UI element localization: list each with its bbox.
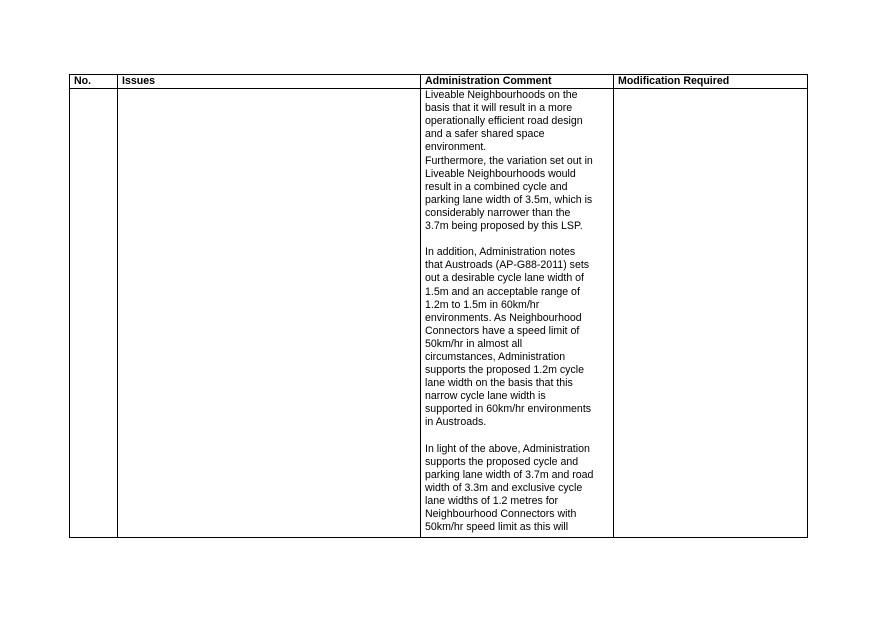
cell-no: [70, 89, 118, 538]
paragraph-gap: [425, 430, 609, 443]
header-no: No.: [70, 75, 118, 89]
header-administration-comment: Administration Comment: [421, 75, 614, 89]
header-issues: Issues: [118, 75, 421, 89]
comments-table: [69, 74, 808, 538]
paragraph-gap: [425, 233, 609, 246]
cell-administration-comment: [421, 89, 614, 538]
table-row: [70, 89, 808, 538]
cell-modification-required: [614, 89, 808, 538]
header-modification-required: Modification Required: [614, 75, 808, 89]
table-header-row: [70, 75, 808, 89]
cell-issues: [118, 89, 421, 538]
admin-comment-paragraph: Liveable Neighbourhoods on the basis that it will result in a more operationally efficient road design and a safer shared space environment. Furthermore, the variation set out in Liveable Neighbourhoods would result in a combined cycle and parking lane width of 3.5m, which is considerably narrower than the 3.7m being proposed by this LSP.: [425, 89, 593, 233]
admin-comment-paragraph: In light of the above, Administration supports the proposed cycle and parking lane width of 3.7m and road width of 3.3m and exclusive cycle lane widths of 1.2 metres for Neighbourhood Connectors with 50km/hr speed limit as this will: [425, 442, 594, 534]
admin-comment-paragraph: In addition, Administration notes that Austroads (AP-G88-2011) sets out a desirable cycle lane width of 1.5m and an acceptable range of 1.2m to 1.5m in 60km/hr environments. As Neighbourhood Connectors have a speed limit of 50km/hr in almost all circumstances, Administration supports the proposed 1.2m cycle lane width on the basis that this narrow cycle lane width is supported in 60km/hr environments in Austroads.: [425, 246, 592, 429]
